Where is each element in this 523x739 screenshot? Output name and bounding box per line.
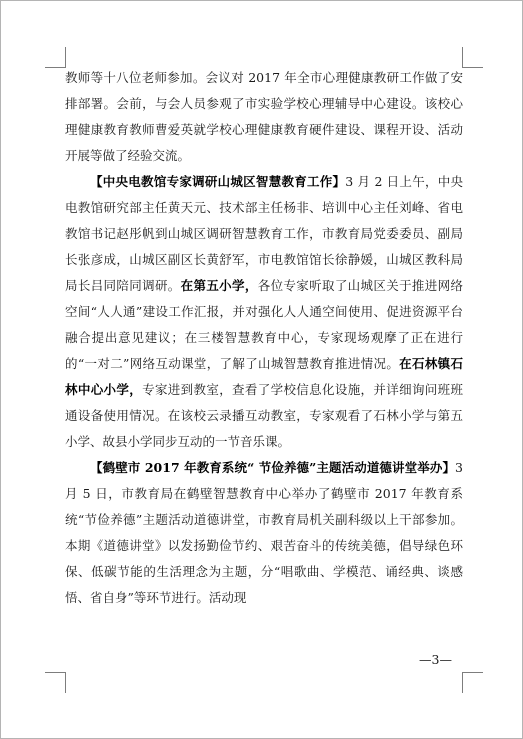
paragraph-text: 各位专家听取了山城区关于推进网络空间“人人通”建设工作汇报，并对强化人人通空间使用、促进资源平台融合提出意见建议；在三楼智慧教育中心，专家现场观摩了正在进行的“一对二”网络互动课堂，了解了山城智慧教育推进情况。 [65,278,463,371]
paragraph-text: 3 月 5 日，市教育局在鹤壁智慧教育中心举办了鹤壁市 2017 年教育系统“节俭养德”主题活动道德讲堂，市教育局机关副科级以上干部参加。本期《道德讲堂》以发扬勤俭节约、艰苦奋斗的传统美德，倡导绿色环保、低碳节能的生活理念为主题，分“唱歌曲、学模范、诵经典、谈感悟、省自身”等环节进行。活动现 [65,460,463,605]
paragraph-bold-phrase: 在第五小学， [180,278,258,293]
crop-mark-top-right [462,47,483,68]
paragraph-heading: 【鹤壁市 2017 年教育系统“ 节俭养德”主题活动道德讲堂举办】 [90,460,456,475]
paragraph-text: 教师等十八位老师参加。会议对 2017 年全市心理健康教研工作做了安排部署。会前，与会人员参观了市实验学校心理辅导中心建设。该校心理健康教育教师曹爱英就学校心理健康教育硬件建设、课程开设、活动开展等做了经验交流。 [65,70,463,163]
paragraph-central-eduction-visit [65,169,463,455]
paragraph-meeting-continuation [65,65,463,169]
paragraph-text: 3 月 2 日上午，中央电教馆研究部主任黄天元、技术部主任杨非、培训中心主任刘峰、省电教馆书记赵彤帆到山城区调研智慧教育工作，市教育局党委委员、副局长张彦成，山城区副区长黄舒军，市电教馆馆长徐静媛，山城区教科局局长吕同陪同调研。 [65,174,463,293]
crop-mark-bottom-left [45,672,66,693]
paragraph-moral-lecture [65,455,463,611]
page-number: —3— [419,652,452,667]
crop-mark-bottom-right [462,672,483,693]
paragraph-bold-phrase: 在石林镇石林中心小学， [65,356,463,397]
crop-mark-top-left [45,47,66,68]
paragraph-text: 专家进到教室，查看了学校信息化设施，并详细询问班班通设备使用情况。在该校云录播互动教室，专家观看了石林小学与第五小学、故县小学同步互动的一节音乐课。 [65,382,463,449]
document-body [65,65,463,611]
paragraph-heading: 【中央电教馆专家调研山城区智慧教育工作】 [90,174,346,189]
